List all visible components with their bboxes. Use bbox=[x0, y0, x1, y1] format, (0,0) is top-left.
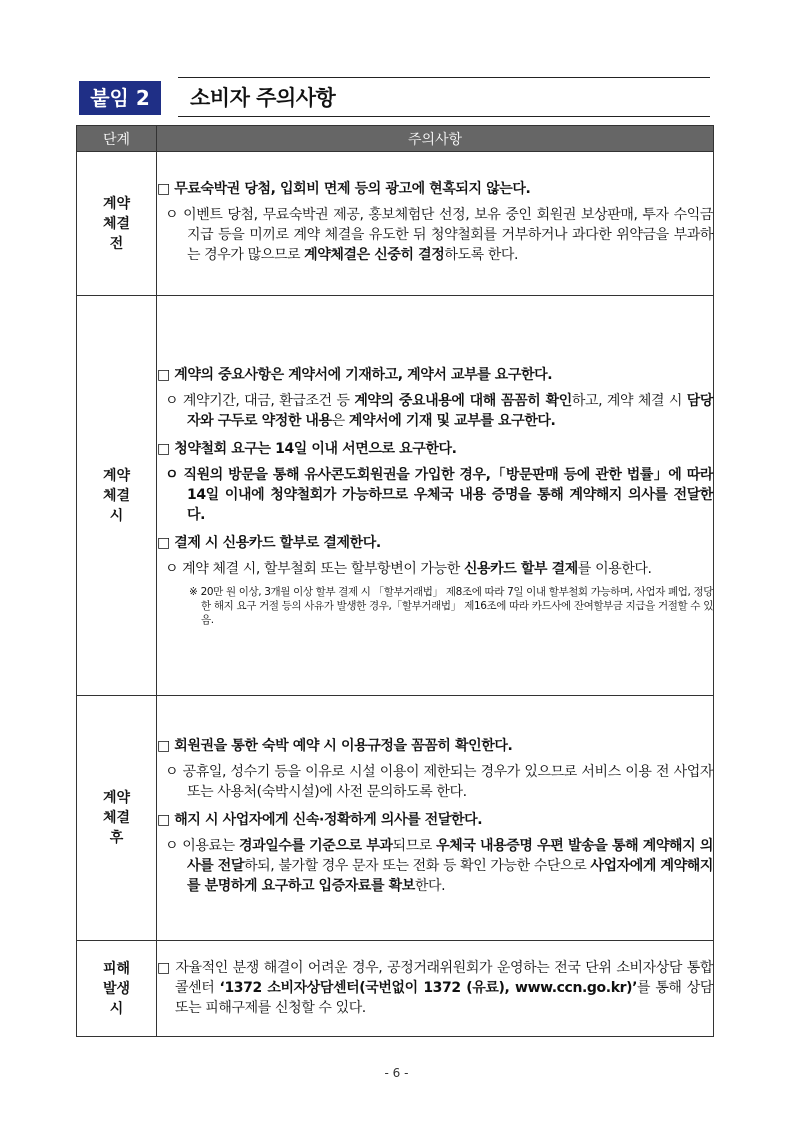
bold-text: 우체국 내용증명 우편 발송을 통해 계약해지 의사를 전달 bbox=[187, 838, 713, 874]
box-item: □ 청약철회 요구는 14일 이내 서면으로 요구한다. bbox=[157, 440, 457, 457]
text: 하도록 한다. bbox=[444, 246, 519, 263]
stage-line: 후 bbox=[109, 830, 124, 846]
bold-text: 계약체결은 신중히 결정 bbox=[304, 246, 445, 263]
stage-line: 시 bbox=[109, 1000, 124, 1017]
stage-line: 피해 bbox=[102, 960, 131, 977]
circle-item bbox=[157, 205, 713, 265]
title-rule-top bbox=[178, 77, 710, 78]
table-row bbox=[77, 696, 714, 941]
bold-text: 신용카드 할부 결제 bbox=[463, 560, 578, 577]
text: 를 통해 상담 또는 피해구제를 신청할 수 있다. bbox=[175, 979, 713, 1016]
footnote: ※ 20만 원 이상, 3개월 이상 할부 결제 시 「할부거래법」 제8조에 따라 7일 이내 할부철회 가능하며, 사업자 폐업, 정당한 해지 요구 거절 등의 사유가 발생한 경우,「할부거래법」 제16조에 따라 카드사에 잔여할부금 지급을 거절할 수 있음. bbox=[189, 585, 713, 626]
bold-text: 계약의 중요내용에 대해 꼼꼼히 확인 bbox=[354, 392, 572, 409]
precautions-table bbox=[76, 125, 714, 1037]
stage-line: 계약 bbox=[102, 790, 131, 806]
box-item: □ 회원권을 통한 숙박 예약 시 이용규정을 꼼꼼히 확인한다. bbox=[157, 738, 513, 754]
text: 하고, 계약 체결 시 bbox=[571, 392, 687, 409]
stage-line: 체결 bbox=[102, 487, 131, 504]
table-header-row bbox=[77, 126, 714, 152]
text: ㅇ 계약 체결 시, 할부철회 또는 할부항변이 가능한 bbox=[165, 560, 464, 577]
box-item: □ 해지 시 사업자에게 신속·정확하게 의사를 전달한다. bbox=[157, 812, 483, 828]
circle-item bbox=[157, 836, 713, 896]
stage-cell bbox=[77, 696, 157, 941]
stage-line: 시 bbox=[109, 507, 124, 524]
text: 를 이용한다. bbox=[577, 560, 652, 577]
text: 되므로 bbox=[392, 838, 437, 854]
col-header-notes: 주의사항 bbox=[157, 126, 714, 152]
stage-line: 전 bbox=[109, 235, 124, 252]
bold-text: 사업자에게 계약해지를 분명하게 요구하고 입증자료를 확보 bbox=[187, 858, 713, 894]
circle-item: ㅇ 직원의 방문을 통해 유사콘도회원권을 가입한 경우,「방문판매 등에 관한 법률」에 따라 14일 이내에 청약철회가 가능하므로 우체국 내용 증명을 통해 계약해지 의사를 전달한다. bbox=[165, 466, 713, 523]
page-title: 소비자 주의사항 bbox=[190, 86, 336, 110]
table-row bbox=[77, 152, 714, 296]
bold-text: 담당자와 구두로 약정한 내용 bbox=[187, 392, 713, 429]
bold-text: 계약서에 기재 및 교부를 요구한다. bbox=[348, 412, 556, 429]
stage-cell bbox=[77, 296, 157, 696]
stage-line: 발생 bbox=[102, 980, 131, 997]
text: ㅇ 계약기간, 대금, 환급조건 등 bbox=[165, 392, 355, 409]
stage-cell bbox=[77, 152, 157, 296]
text: ㅇ 이벤트 당첨, 무료숙박권 제공, 홍보체험단 선정, 보유 중인 회원권 보상판매, 투자 수익금 지급 등을 미끼로 계약 체결을 유도한 뒤 청약철회를 거부하거나 과다한 위약금을 부과하는 경우가 많으므로 bbox=[165, 206, 713, 263]
box-item: □ 계약의 중요사항은 계약서에 기재하고, 계약서 교부를 요구한다. bbox=[157, 366, 553, 383]
notes-cell bbox=[157, 696, 714, 941]
stage-line: 계약 bbox=[102, 467, 131, 484]
table-row bbox=[77, 941, 714, 1037]
stage-line: 계약 bbox=[102, 195, 131, 212]
attachment-badge: 붙임 2 bbox=[79, 81, 161, 115]
stage-line: 체결 bbox=[102, 215, 131, 232]
text: □ 자율적인 분쟁 해결이 어려운 경우, 공정거래위원회가 운영하는 전국 단위 소비자상담 통합 콜센터 bbox=[157, 959, 713, 996]
circle-item bbox=[157, 559, 713, 579]
table-row bbox=[77, 296, 714, 696]
text: 하되, 불가할 경우 문자 또는 전화 등 확인 가능한 수단으로 bbox=[243, 858, 591, 874]
page-number: - 6 - bbox=[384, 1066, 409, 1080]
box-item: □ 결제 시 신용카드 할부로 결제한다. bbox=[157, 534, 381, 551]
section-header bbox=[79, 77, 710, 117]
bold-text: 경과일수를 기준으로 부과 bbox=[238, 838, 393, 854]
col-header-stage: 단계 bbox=[77, 126, 157, 152]
text: 은 bbox=[331, 412, 349, 429]
notes-cell bbox=[157, 296, 714, 696]
circle-item bbox=[157, 391, 713, 431]
box-item: □ 무료숙박권 당첨, 입회비 면제 등의 광고에 현혹되지 않는다. bbox=[157, 180, 531, 197]
stage-cell bbox=[77, 941, 157, 1037]
title-rule-bottom bbox=[178, 116, 710, 117]
notes-cell bbox=[157, 941, 714, 1037]
box-item bbox=[157, 958, 713, 1018]
circle-item: ㅇ 공휴일, 성수기 등을 이유로 시설 이용이 제한되는 경우가 있으므로 서비스 이용 전 사업자 또는 사용처(숙박시설)에 사전 문의하도록 한다. bbox=[165, 764, 713, 800]
bold-text: ‘1372 소비자상담센터(국번없이 1372 (유료), www.ccn.go.kr)’ bbox=[219, 979, 638, 996]
text: 한다. bbox=[414, 878, 446, 894]
notes-cell bbox=[157, 152, 714, 296]
text: ㅇ 이용료는 bbox=[165, 838, 239, 854]
stage-line: 체결 bbox=[102, 810, 131, 826]
